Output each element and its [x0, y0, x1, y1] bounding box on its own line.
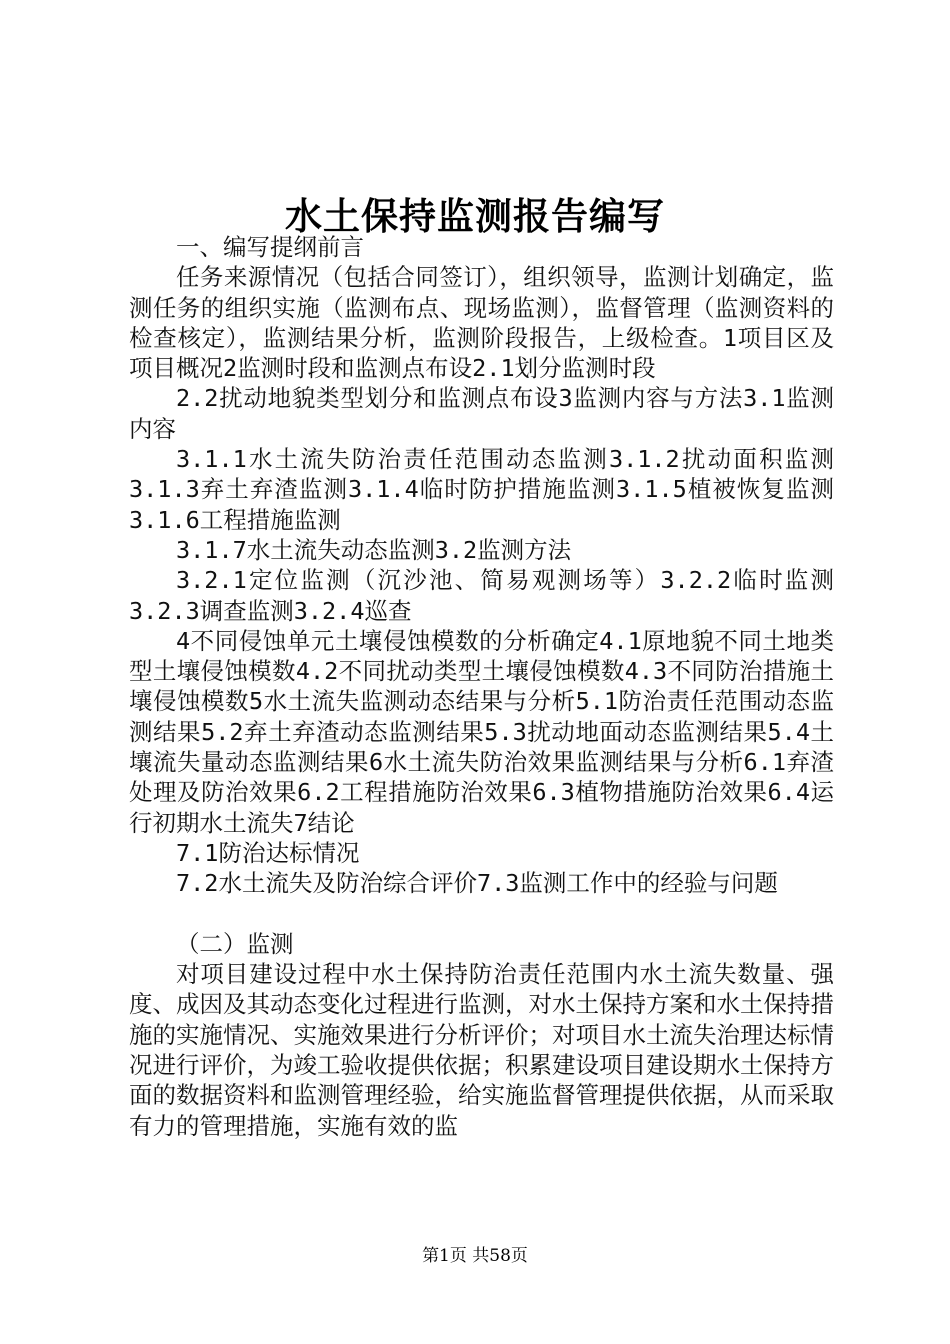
- paragraph: 7.2水土流失及防治综合评价7.3监测工作中的经验与问题: [176, 869, 778, 898]
- paragraph: 对项目建设过程中水土保持防治责任范围内水土流失数量、强度、成因及其动态变化过程进行监测，对水土保持方案和水土保持措施的实施情况、实施效果进行分析评价；对项目水土流失治理达标情况进行评价，为竣工验收提供依据；积累建设项目建设期水土保持方面的数据资料和监测管理经验，给实施监督管理提供依据，从而采取有力的管理措施，实施有效的监: [129, 960, 834, 1140]
- paragraph: 7.1防治达标情况: [176, 838, 360, 867]
- document-title: 水土保持监测报告编写: [285, 194, 665, 238]
- paragraph: 3.1.1水土流失防治责任范围动态监测3.1.2扰动面积监测3.1.3弃土弃渣监测3.1.4临时防护措施监测3.1.5植被恢复监测3.1.6工程措施监测: [129, 445, 834, 534]
- page-footer: 第1页 共58页: [422, 1246, 528, 1266]
- paragraph: 3.2.1定位监测（沉沙池、简易观测场等）3.2.2临时监测3.2.3调查监测3.2.4巡查: [129, 566, 834, 625]
- paragraph: 任务来源情况（包括合同签订），组织领导，监测计划确定，监测任务的组织实施（监测布点、现场监测），监督管理（监测资料的检查核定），监测结果分析，监测阶段报告，上级检查。1项目区及项目概况2监测时段和监测点布设2.1划分监测时段: [129, 263, 834, 383]
- paragraph: 4不同侵蚀单元土壤侵蚀模数的分析确定4.1原地貌不同土地类型土壤侵蚀模数4.2不同扰动类型土壤侵蚀模数4.3不同防治措施土壤侵蚀模数5水土流失监测动态结果与分析5.1防治责任范围动态监测结果5.2弃土弃渣动态监测结果5.3扰动地面动态监测结果5.4土壤流失量动态监测结果6水土流失防治效果监测结果与分析6.1弃渣处理及防治效果6.2工程措施防治效果6.3植物措施防治效果6.4运行初期水土流失7结论: [129, 626, 834, 837]
- section-heading: 一、编写提纲前言: [176, 233, 364, 261]
- paragraph: 2.2扰动地貌类型划分和监测点布设3监测内容与方法3.1监测内容: [129, 384, 834, 443]
- section-heading: （二）监测: [176, 929, 294, 958]
- paragraph: 3.1.7水土流失动态监测3.2监测方法: [176, 535, 572, 564]
- document-body: [129, 232, 834, 1141]
